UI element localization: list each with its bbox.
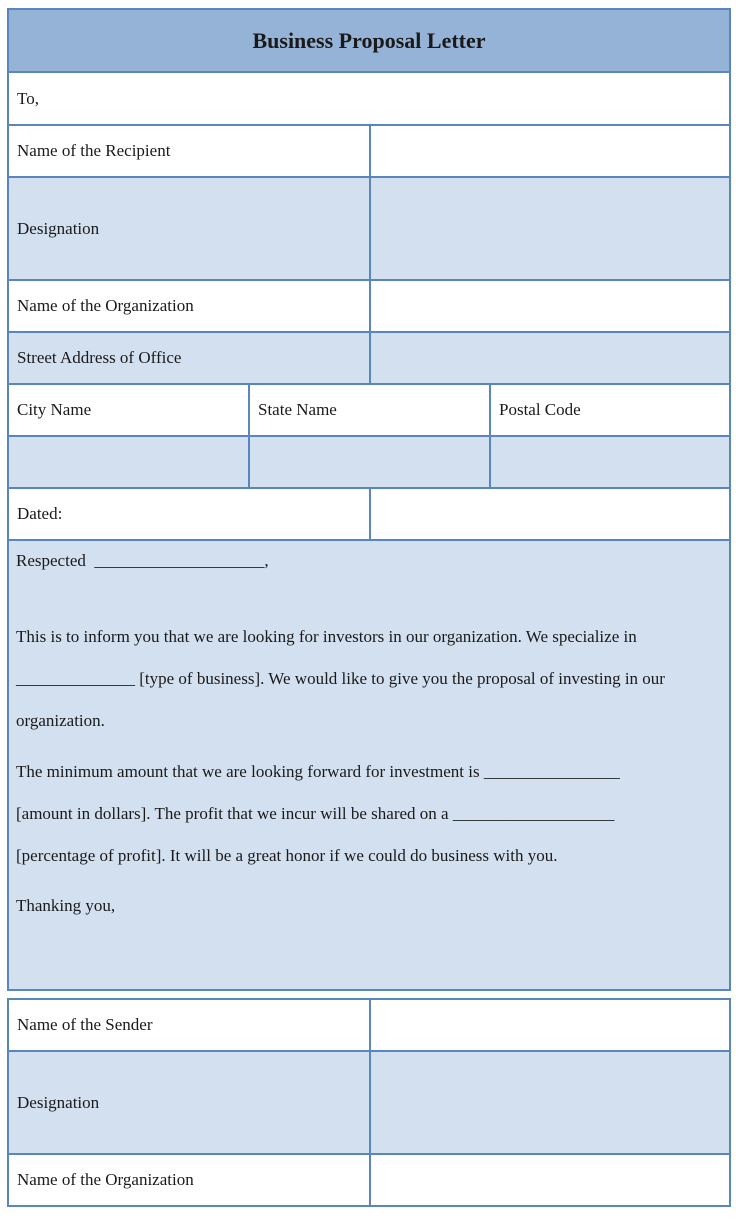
letter-line-2: ______________ [type of business]. We would like to give you the proposal of investing in our <box>16 669 665 688</box>
sender-designation-field[interactable] <box>369 1050 731 1155</box>
street-address-field[interactable] <box>369 331 731 385</box>
postal-code-field[interactable] <box>489 435 731 489</box>
recipient-name-field[interactable] <box>369 124 731 178</box>
state-field[interactable] <box>248 435 491 489</box>
sender-organization-field[interactable] <box>369 1153 731 1207</box>
postal-code-label: Postal Code <box>489 383 731 437</box>
dated-label: Dated: <box>7 487 371 541</box>
to-label: To, <box>7 71 731 126</box>
recipient-organization-field[interactable] <box>369 279 731 333</box>
state-label: State Name <box>248 383 491 437</box>
letter-closing: Thanking you, <box>16 896 116 915</box>
sender-organization-label: Name of the Organization <box>7 1153 371 1207</box>
city-field[interactable] <box>7 435 250 489</box>
form-title: Business Proposal Letter <box>7 8 731 73</box>
letter-line-5: [amount in dollars]. The profit that we incur will be shared on a ___________________ <box>16 804 615 823</box>
sender-name-label: Name of the Sender <box>7 998 371 1052</box>
letter-line-3: organization. <box>16 711 105 730</box>
sender-name-field[interactable] <box>369 998 731 1052</box>
letter-salutation: Respected ____________________, <box>16 551 269 570</box>
city-label: City Name <box>7 383 250 437</box>
recipient-organization-label: Name of the Organization <box>7 279 371 333</box>
recipient-designation-label: Designation <box>7 176 371 281</box>
letter-line-6: [percentage of profit]. It will be a great honor if we could do business with you. <box>16 846 558 865</box>
letter-line-4: The minimum amount that we are looking forward for investment is ________________ <box>16 762 620 781</box>
sender-designation-label: Designation <box>7 1050 371 1155</box>
dated-field[interactable] <box>369 487 731 541</box>
recipient-name-label: Name of the Recipient <box>7 124 371 178</box>
recipient-designation-field[interactable] <box>369 176 731 281</box>
letter-line-1: This is to inform you that we are looking for investors in our organization. We specialize in <box>16 627 637 646</box>
street-address-label: Street Address of Office <box>7 331 371 385</box>
